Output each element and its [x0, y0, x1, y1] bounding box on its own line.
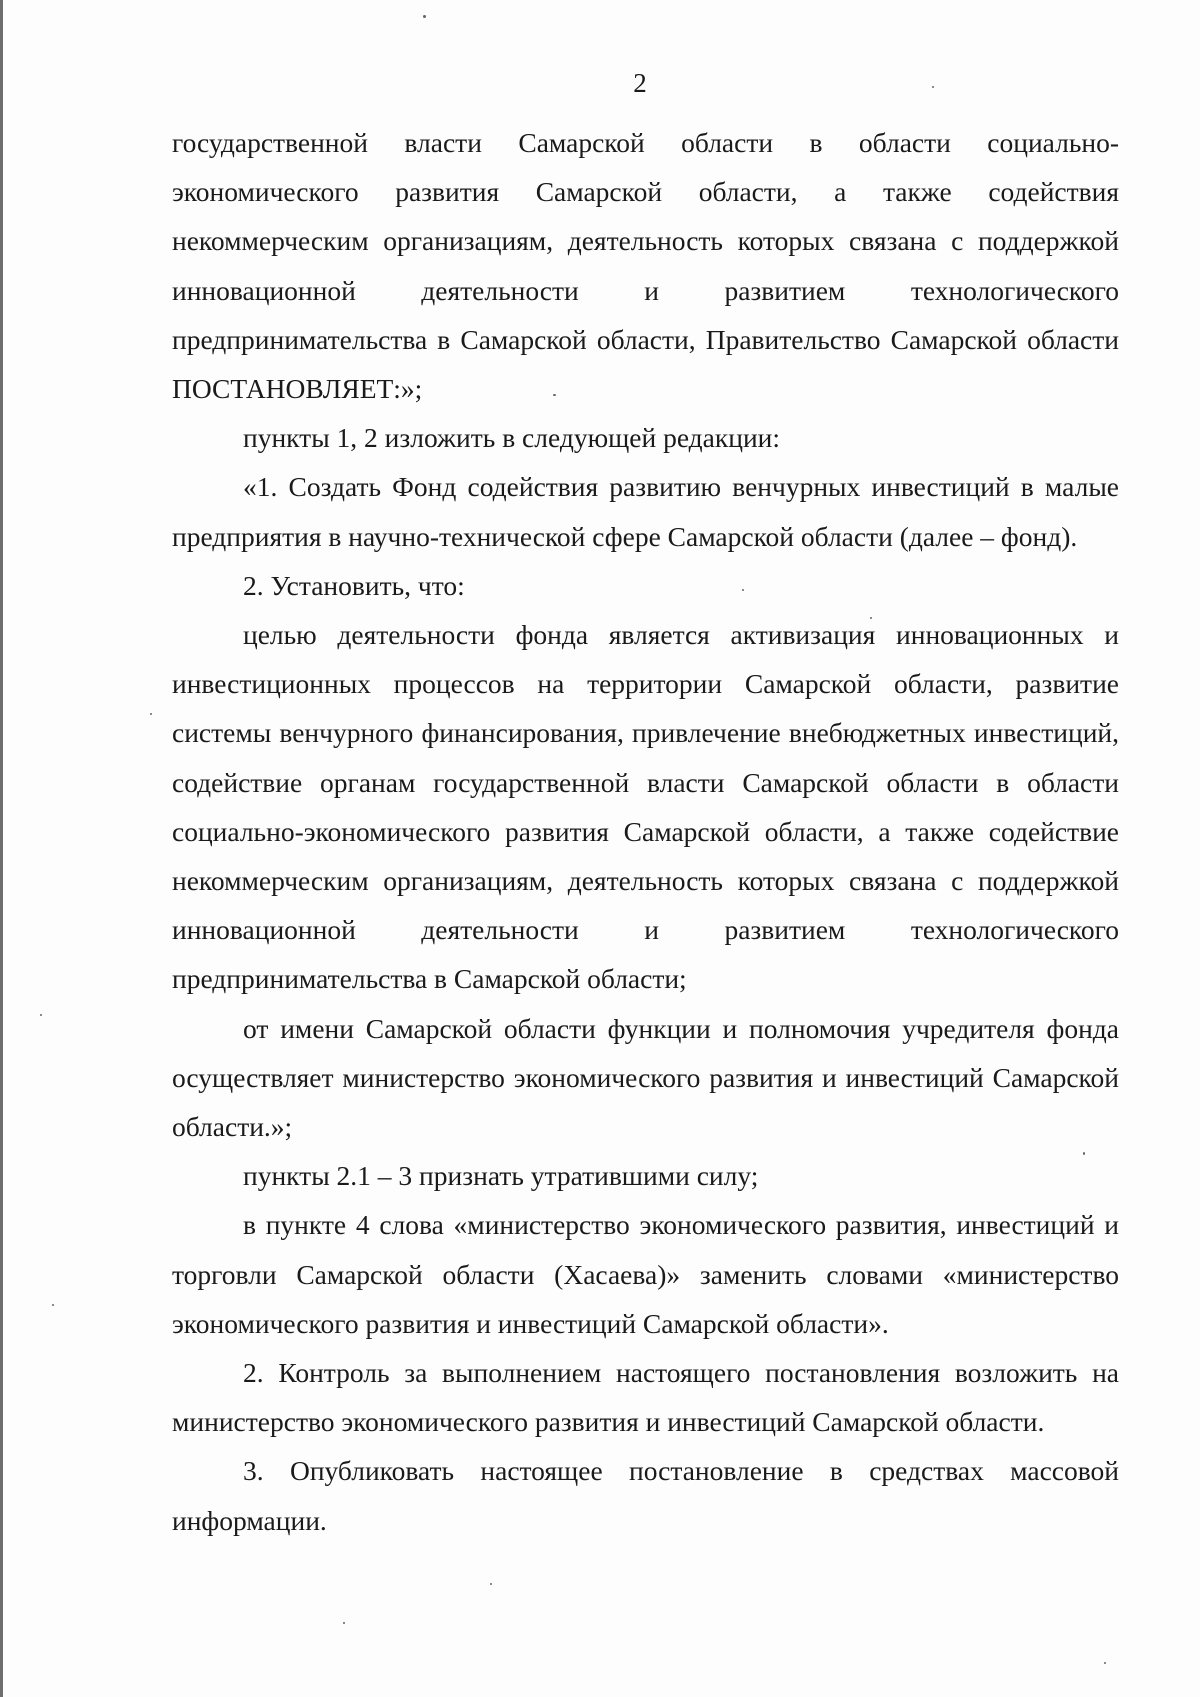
paragraph-10: 3. Опубликовать настоящее постановление в средствах массовой информации.: [172, 1455, 1119, 1536]
paragraph-9: 2. Контроль за выполнением настоящего постановления возложить на министерство экономического развития и инвестиций Самарской области.: [172, 1357, 1119, 1438]
paragraph-1: государственной власти Самарской области в области социально-экономического развития Самарской области, а также содействия некоммерческим организациям, деятельность которых связана с поддержкой инновационной деятельности и развитием технологического предпринимательства в Самарской области, Правительство Самарской области ПОСТАНОВЛЯЕТ:»;: [172, 127, 1119, 405]
paragraph-3: «1. Создать Фонд содействия развитию венчурных инвестиций в малые предприятия в научно-технической сфере Самарской области (далее – фонд).: [172, 471, 1119, 552]
scan-speck: [52, 1304, 54, 1306]
document-body: [172, 118, 1119, 1545]
scan-speck: [40, 1014, 42, 1016]
scan-speck: [490, 1583, 492, 1585]
page-number: 2: [633, 68, 647, 98]
paragraph-7: пункты 2.1 – 3 признать утратившими силу;: [243, 1160, 759, 1192]
paragraph-5: целью деятельности фонда является активизация инновационных и инвестиционных процессов на территории Самарской области, развитие системы венчурного финансирования, привлечение внебюджетных инвестиций, содействие органам государственной власти Самарской области в области социально-экономического развития Самарской области, а также содействие некоммерческим организациям, деятельность которых связана с поддержкой инновационной деятельности и развитием технологического предпринимательства в Самарской области;: [172, 619, 1119, 995]
scan-speck: [1104, 1662, 1106, 1664]
paragraph-4: 2. Установить, что:: [243, 569, 465, 601]
scan-speck: [343, 1622, 345, 1624]
scan-speck: [423, 15, 426, 18]
scan-speck: [150, 713, 152, 715]
scan-left-edge: [0, 0, 3, 1697]
paragraph-6: от имени Самарской области функции и полномочия учредителя фонда осуществляет министерство экономического развития и инвестиций Самарской области.»;: [172, 1012, 1119, 1143]
paragraph-2: пункты 1, 2 изложить в следующей редакции:: [243, 422, 781, 454]
paragraph-8: в пункте 4 слова «министерство экономического развития, инвестиций и торговли Самарской области (Хасаева)» заменить словами «министерство экономического развития и инвестиций Самарской области».: [172, 1209, 1119, 1339]
